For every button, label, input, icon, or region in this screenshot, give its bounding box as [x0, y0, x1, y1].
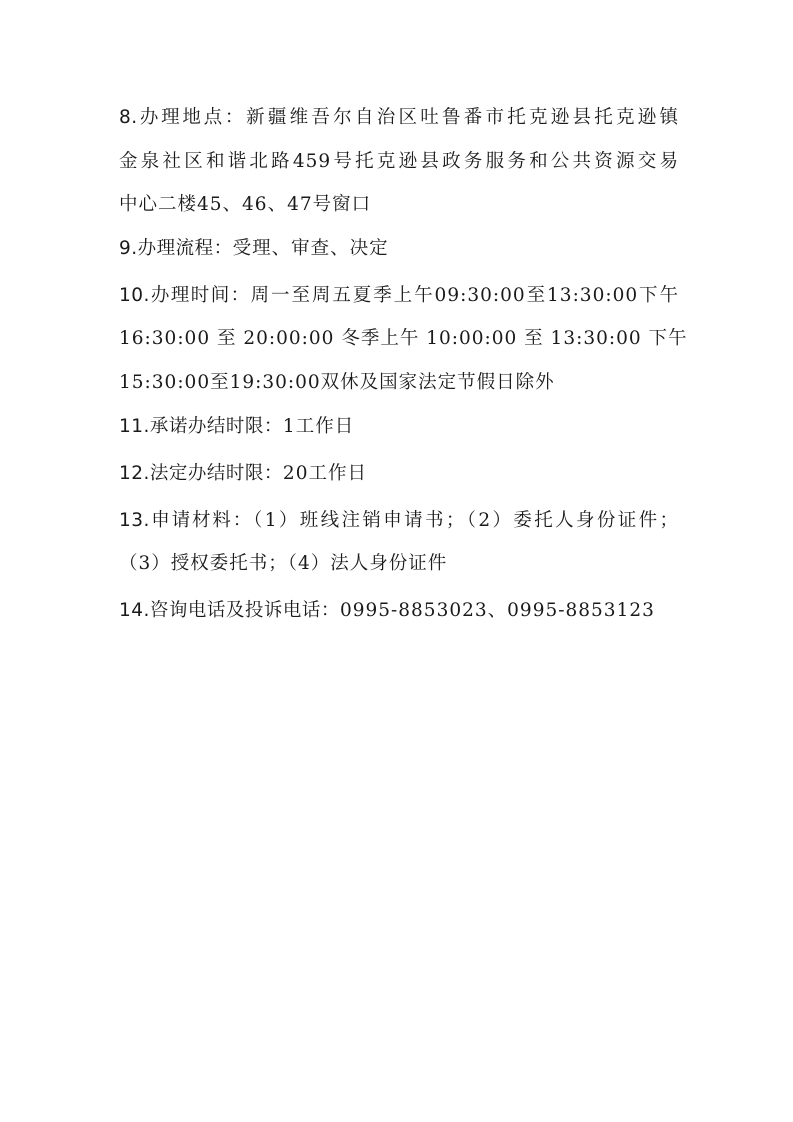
item-location-line-1 [119, 106, 679, 130]
item-hours-line-1 [119, 284, 679, 308]
item-contact-label: 14.咨询电话及投诉电话： [119, 600, 340, 621]
item-hours-line-3: 15:30:00至19:30:00双休及国家法定节假日除外 [119, 372, 555, 393]
item-process-label: 9.办理流程： [119, 238, 233, 259]
item-process-text: 受理、审查、决定 [232, 238, 389, 259]
item-location-label: 8.办理地点： [119, 107, 247, 128]
item-contact-phones: 0995-8853023、0995-8853123 [339, 600, 655, 621]
item-location-text-1: 新疆维吾尔自治区吐鲁番市托克逊县托克逊镇 [246, 107, 679, 128]
item-legal-deadline-line [119, 462, 679, 486]
item-location-line-2: 金泉社区和谐北路459号托克逊县政务服务和公共资源交易 [119, 151, 679, 172]
item-hours-line-2: 16:30:00 至 20:00:00 冬季上午 10:00:00 至 13:30:00 下午 [119, 328, 688, 349]
item-hours-text-1: 周一至周五夏季上午09:30:00至13:30:00下午 [250, 285, 679, 306]
item-process-line-1 [119, 237, 679, 261]
item-promised-deadline-line [119, 415, 679, 439]
item-materials-label: 13.申请材料： [119, 510, 254, 531]
item-promised-deadline-text: 1工作日 [282, 416, 355, 437]
item-hours-label: 10.办理时间： [119, 285, 251, 306]
item-materials-line-1 [119, 509, 679, 533]
item-legal-deadline-label: 12.法定办结时限： [119, 463, 283, 484]
item-materials-text-1: （1）班线注销申请书；（2）委托人身份证件； [253, 510, 680, 531]
item-legal-deadline-text: 20工作日 [282, 463, 367, 484]
item-materials-line-2: （3）授权委托书；（4）法人身份证件 [119, 553, 448, 574]
item-promised-deadline-label: 11.承诺办结时限： [119, 416, 283, 437]
item-contact-line [119, 599, 679, 623]
item-location-line-3: 中心二楼45、46、47号窗口 [119, 194, 372, 215]
